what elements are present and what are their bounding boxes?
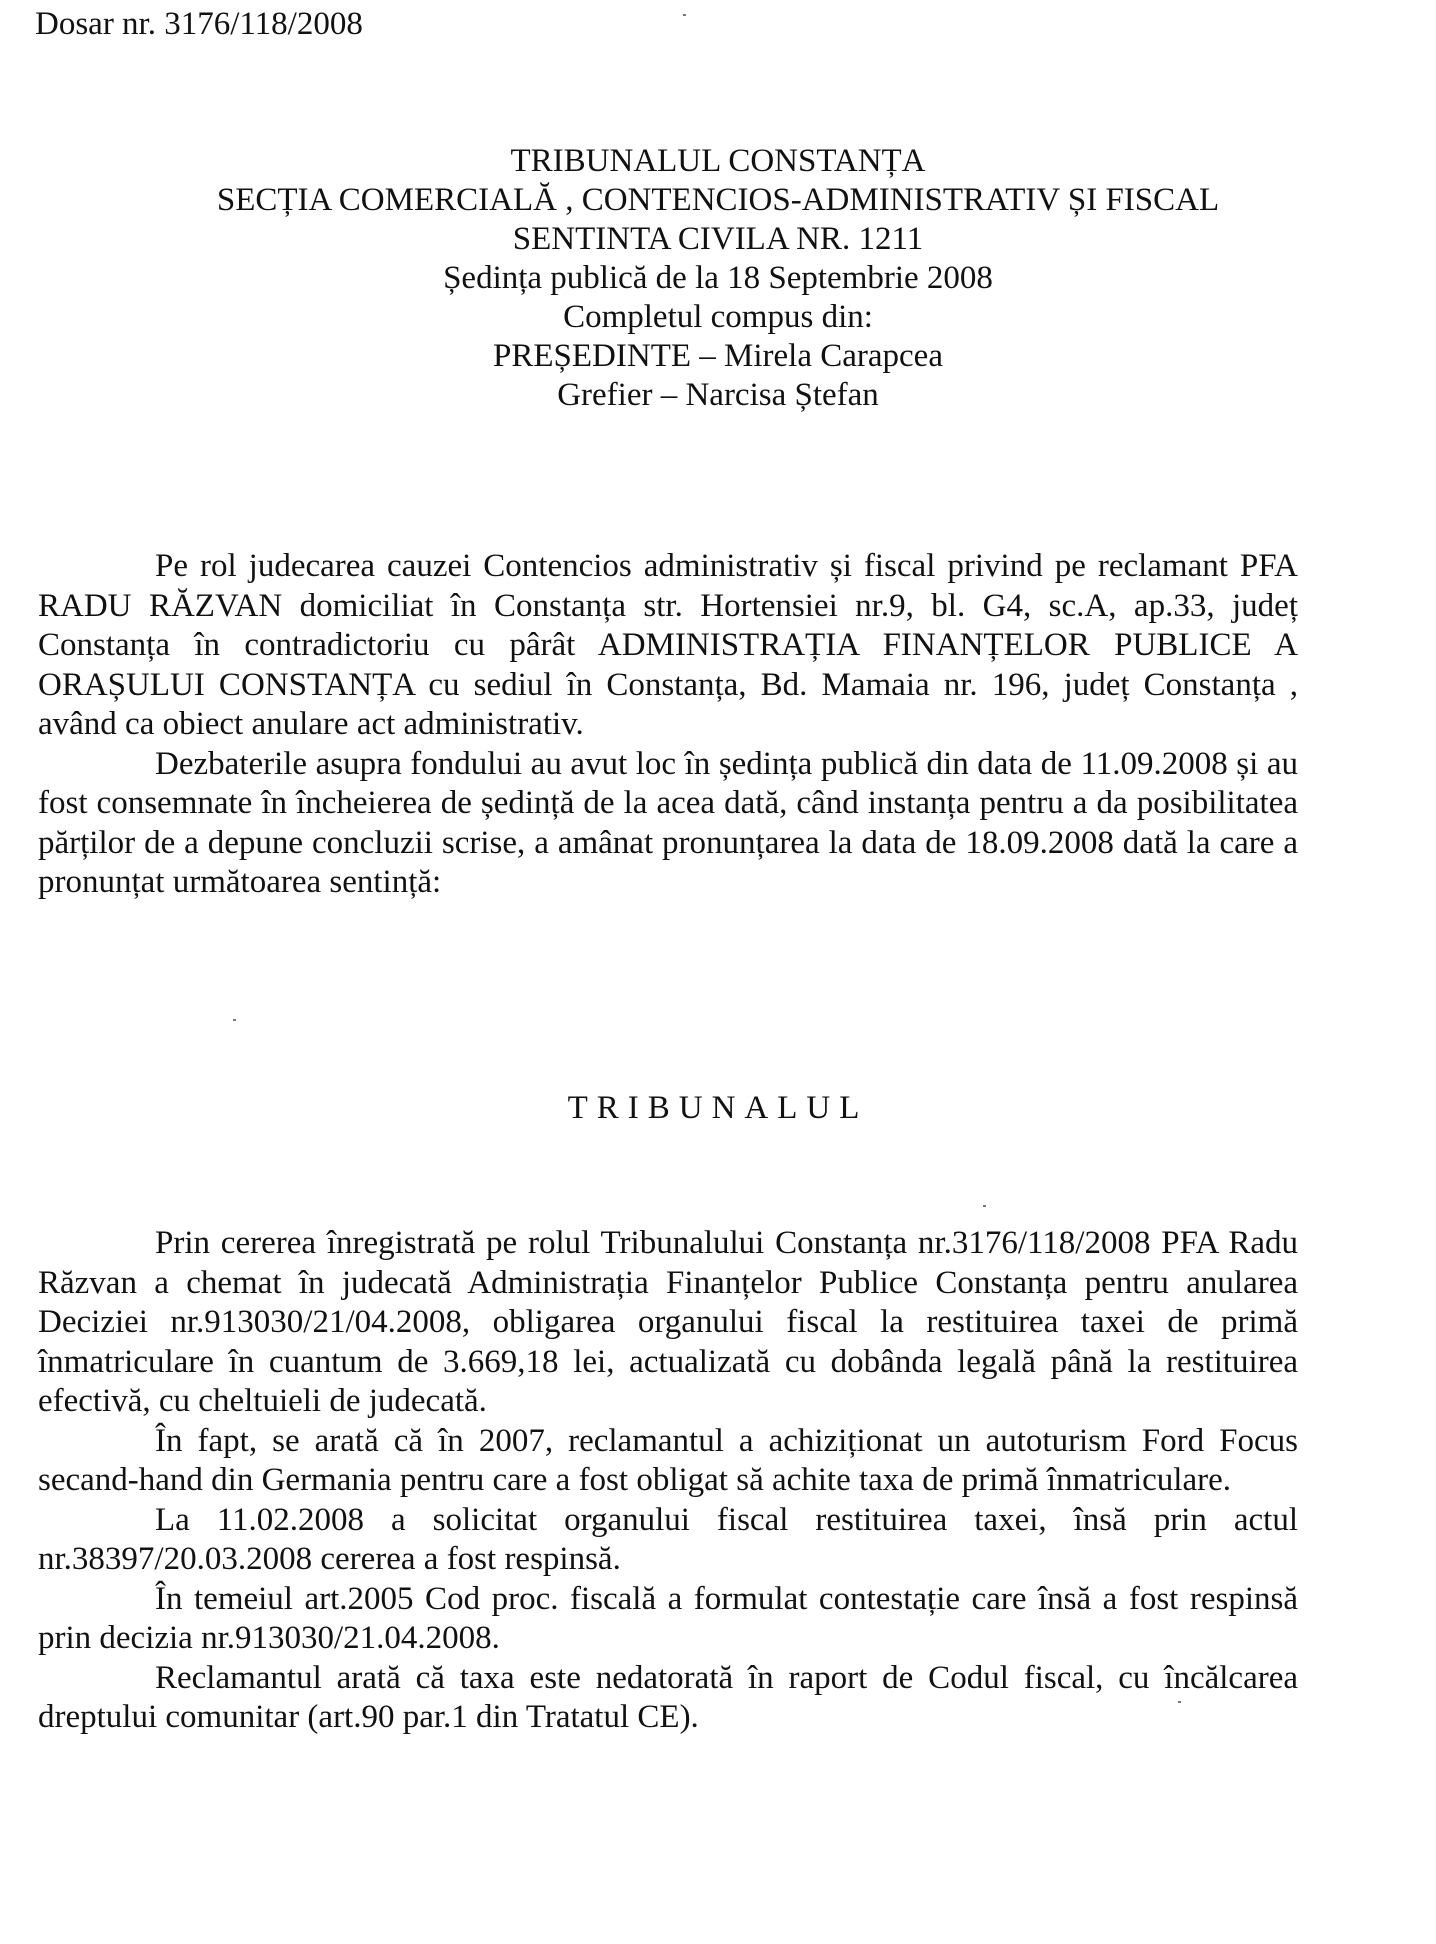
sentence-number: SENTINTA CIVILA NR. 1211	[512, 221, 924, 257]
paragraph: Pe rol judecarea cauzei Contencios administrativ și fiscal privind pe reclamant PFA RADU RĂZVAN domiciliat în Constanța str. Hortensiei nr.9, bl. G4, sc.A, ap.33, județ Constanța în contradictoriu cu pârât ADMINISTRAȚIA FINANȚELOR PUBLICE A ORAȘULUI CONSTANȚA cu sediul în Constanța, Bd. Mamaia nr. 196, județ Constanța , având ca obiect anulare act administrativ.	[38, 548, 1298, 742]
body-section	[38, 1224, 1298, 1738]
intro-section	[38, 547, 1298, 903]
paragraph: Reclamantul arată că taxa este nedatorată în raport de Codul fiscal, cu încălcarea dreptului comunitar (art.90 par.1 din Tratatul CE).	[38, 1659, 1298, 1735]
scan-speck	[1178, 1701, 1181, 1703]
president: PREȘEDINTE – Mirela Carapcea	[493, 338, 943, 374]
court-section: SECȚIA COMERCIALĂ , CONTENCIOS-ADMINISTRATIV ȘI FISCAL	[216, 182, 1220, 218]
scan-speck	[233, 1019, 236, 1021]
scan-speck	[983, 1205, 986, 1207]
panel-intro: Completul compus din:	[563, 299, 873, 335]
document-header	[0, 142, 1436, 415]
clerk: Grefier – Narcisa Ștefan	[557, 377, 879, 413]
paragraph: La 11.02.2008 a solicitat organului fiscal restituirea taxei, însă prin actul nr.38397/20.03.2008 cererea a fost respinsă.	[38, 1501, 1298, 1577]
paragraph: În fapt, se arată că în 2007, reclamantul a achiziționat un autoturism Ford Focus secand-hand din Germania pentru care a fost obligat să achite taxa de primă înmatriculare.	[38, 1422, 1298, 1498]
case-file-number: Dosar nr. 3176/118/2008	[35, 6, 363, 42]
section-title: TRIBUNALUL	[567, 1090, 869, 1126]
scan-speck	[683, 14, 686, 16]
court-name: TRIBUNALUL CONSTANȚA	[510, 143, 926, 179]
paragraph: Prin cererea înregistrată pe rolul Tribunalului Constanța nr.3176/118/2008 PFA Radu Răzvan a chemat în judecată Administrația Finanțelor Publice Constanța pentru anularea Deciziei nr.913030/21/04.2008, obligarea organului fiscal la restituirea taxei de primă înmatriculare în cuantum de 3.669,18 lei, actualizată cu dobânda legală până la restituirea efectivă, cu cheltuieli de judecată.	[38, 1225, 1298, 1419]
paragraph: Dezbaterile asupra fondului au avut loc în ședința publică din data de 11.09.2008 și au fost consemnate în încheierea de ședință de la acea dată, când instanța pentru a da posibilitatea părților de a depune concluzii scrise, a amânat pronunțarea la data de 18.09.2008 dată la care a pronunțat următoarea sentință:	[38, 745, 1298, 900]
session-date: Ședința publică de la 18 Septembrie 2008	[443, 260, 993, 296]
paragraph: În temeiul art.2005 Cod proc. fiscală a formulat contestație care însă a fost respinsă prin decizia nr.913030/21.04.2008.	[38, 1580, 1298, 1656]
